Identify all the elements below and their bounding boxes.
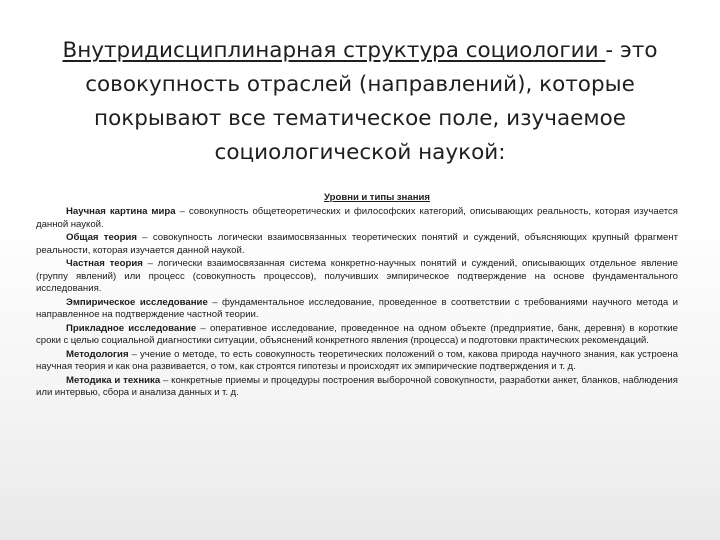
paragraph-applied-research: [36, 323, 678, 348]
paragraph-empirical-research: [36, 297, 678, 322]
slide-title-underlined: Внутридисциплинарная структура социологии: [62, 38, 606, 63]
paragraph-methods-and-technique: [36, 375, 678, 400]
term: Научная картина мира: [66, 206, 176, 218]
paragraph-general-theory: [36, 232, 678, 257]
definition: – совокупность логически взаимосвязанных теоретических понятий и суждений, объясняющих крупный фрагмент реальности, которая изучается данной наукой.: [36, 232, 678, 256]
term: Методика и техника: [66, 375, 161, 387]
definition: – учение о методе, то есть совокупность теоретических положений о том, какова природа научного знания, как устроена научная теория и как она развивается, о том, как строятся гипотезы и происходят их эмпирические подтверждения и т. д.: [36, 349, 678, 373]
paragraph-scientific-worldview: [36, 206, 678, 231]
term: Частная теория: [66, 258, 143, 270]
definition: – совокупность общетеоретических и философских категорий, описывающих реальность, которая изучается данной наукой.: [36, 206, 678, 230]
paragraph-methodology: [36, 349, 678, 374]
term: Общая теория: [66, 232, 138, 244]
definition: – оперативное исследование, проведенное на одном объекте (предприятие, банк, деревня) в короткие сроки с целью социальной диагностики ситуации, объяснений конкретного явления (процесса) и подготовки практических рекомендаций.: [36, 322, 678, 347]
term: Прикладное исследование: [66, 322, 197, 334]
slide-title: [40, 34, 680, 170]
slide-title-rest: - это совокупность отраслей (направлений), которые покрывают все тематическое поле, изучаемое социологической наукой:: [85, 38, 658, 165]
definition: – фундаментальное исследование, проведенное в соответствии с требованиями научного метода и направленное на подтверждение частной теории.: [36, 296, 678, 321]
document-excerpt: [36, 192, 678, 401]
term: Эмпирическое исследование: [66, 296, 208, 308]
definition: – конкретные приемы и процедуры построения выборочной совокупности, разработки анкет, бланков, наблюдения или интервью, сбора и анализа данных и т. д.: [36, 375, 678, 399]
paragraph-particular-theory: [36, 258, 678, 295]
definition: – логически взаимосвязанная система конкретно-научных понятий и суждений, описывающих отдельное явление (группу явлений) или процесс (совокупность процессов), получивших эмпирическое подтверждение на основе фундаментального исследования.: [36, 258, 678, 295]
document-heading: Уровни и типы знания: [324, 192, 430, 203]
term: Методология: [66, 349, 129, 361]
